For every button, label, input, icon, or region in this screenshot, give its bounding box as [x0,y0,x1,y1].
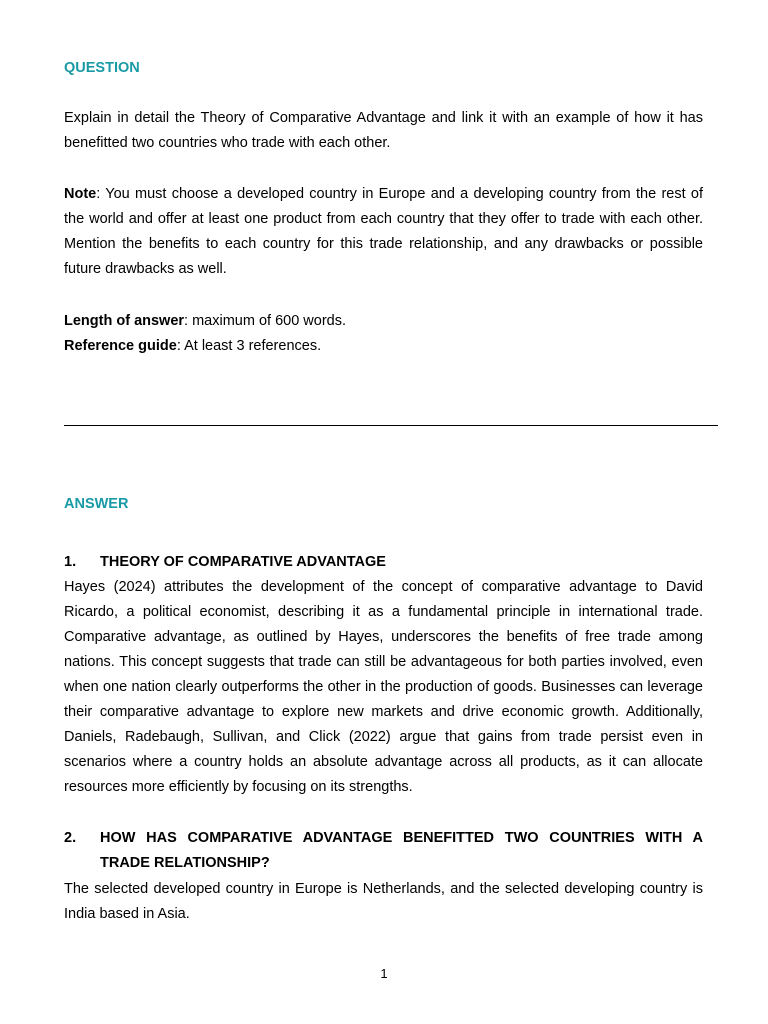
section-1-number: 1. [64,554,77,570]
section-2-title [64,826,703,876]
question-note [64,182,703,282]
separator-line [64,425,718,426]
page-number: 1 [380,966,388,981]
length-of-answer [64,311,346,331]
length-text: : maximum of 600 words. [184,313,347,329]
section-1-heading: THEORY OF COMPARATIVE ADVANTAGE [100,554,386,570]
answer-heading: ANSWER [64,496,129,512]
section-1-body: Hayes (2024) attributes the development of the concept of comparative advantage to David Ricardo, a political economist, describing it as a fundamental principle in international trade. Comparative advantage, as outlined by Hayes, underscores the benefits of free trade among nations. This concept suggests that trade can still be advantageous for both parties involved, even when one nation clearly outperforms the other in the production of goods. Businesses can leverage their comparative advantage to explore new markets and drive economic growth. Additionally, Daniels, Radebaugh, Sullivan, and Click (2022) argue that gains from trade persist even in scenarios where a country holds an absolute advantage across all products, as it can allocate resources more efficiently by focusing on its strengths. [64,579,703,795]
question-heading: QUESTION [64,60,140,76]
reference-guide [64,336,321,356]
section-1-title [64,550,703,575]
section-2-number: 2. [64,830,77,846]
reference-text: : At least 3 references. [176,338,322,354]
length-label: Length of answer [64,313,185,329]
note-label: Note [64,186,97,202]
section-2-body: The selected developed country in Europe is Netherlands, and the selected developing country is India based in Asia. [64,881,703,922]
question-prompt: Explain in detail the Theory of Comparative Advantage and link it with an example of how it has benefitted two countries who trade with each other. [64,110,703,151]
section-2-heading: HOW HAS COMPARATIVE ADVANTAGE BENEFITTED TWO COUNTRIES WITH A TRADE RELATIONSHIP? [100,830,703,871]
note-text: : You must choose a developed country in Europe and a developing country from the rest of the world and offer at least one product from each country that they offer to trade with each other. Mention the benefits to each country for this trade relationship, and any drawbacks or possible future drawbacks as well. [64,186,703,277]
reference-label: Reference guide [64,338,177,354]
